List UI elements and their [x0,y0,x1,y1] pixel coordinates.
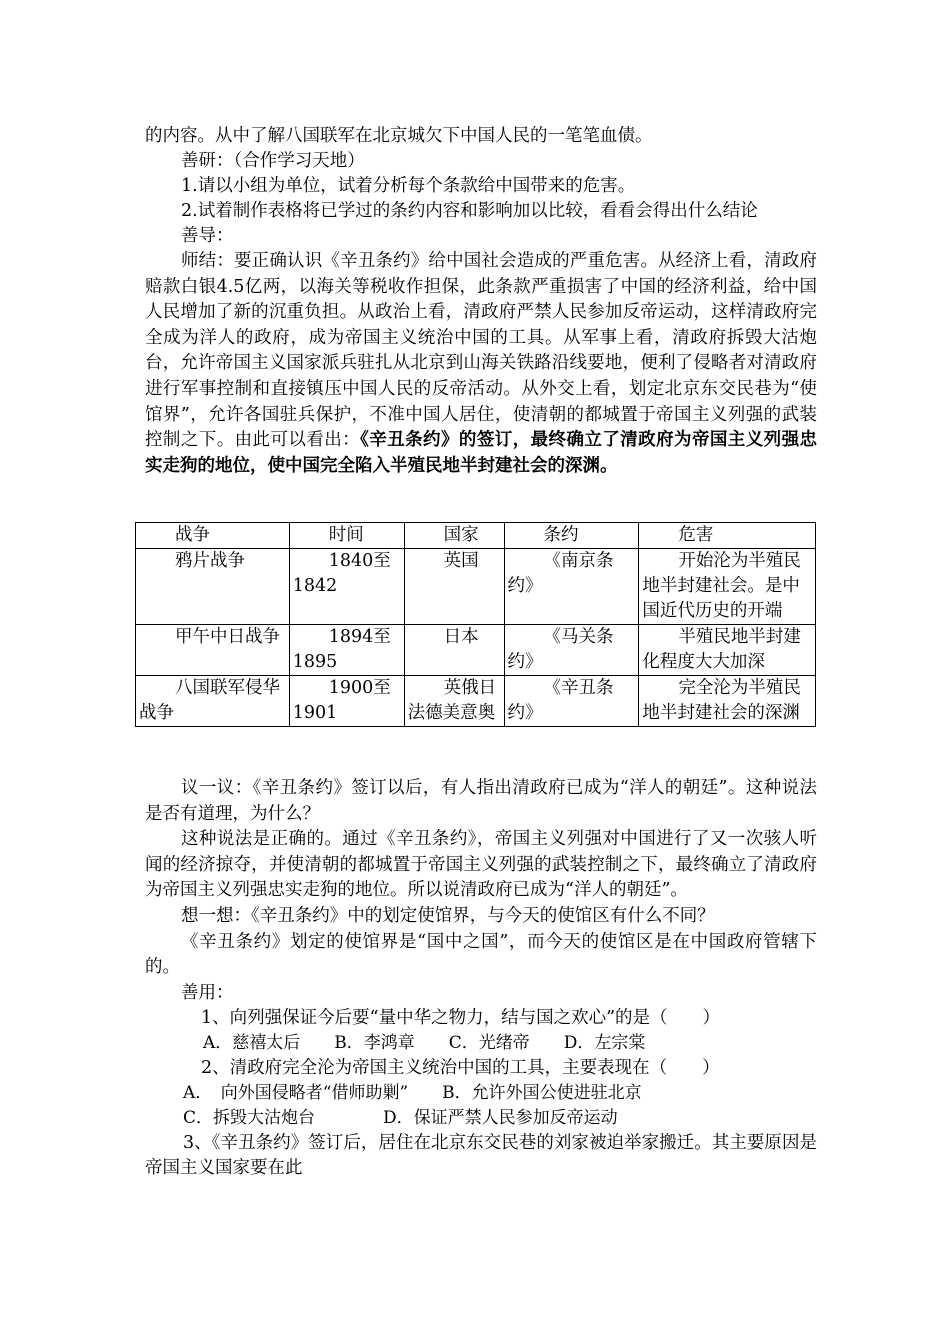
header-treaty: 条约 [504,523,639,549]
summary-paragraph [145,249,817,479]
question-1: 1、向列强保证今后要“量中华之物力，结与国之欢心”的是（ ） [201,1007,721,1028]
header-time: 时间 [289,523,404,549]
cell-country: 日本 [404,625,504,676]
treaty-comparison-table [135,522,816,727]
cell-harm: 半殖民地半封建化程度大大加深 [639,625,816,676]
question-1-options: A．慈禧太后 B．李鸿章 C．光绪帝 D．左宗棠 [203,1032,646,1053]
question-2: 2、清政府完全沦为帝国主义统治中国的工具，主要表现在（ ） [201,1057,720,1078]
task-2: 2.试着制作表格将已学过的条约内容和影响加以比较，看看会得出什么结论 [181,201,758,221]
cell-country: 英俄日法德美意奥 [404,676,504,727]
question-3: 3、《辛丑条约》签订后，居住在北京东交民巷的刘家被迫举家搬迁。其主要原因是帝国主义国家要在此 [145,1132,817,1179]
shanyan-label: 善研：（合作学习天地） [181,151,365,171]
cell-harm: 开始沦为半殖民地半封建社会。是中国近代历史的开端 [639,549,816,625]
cell-treaty: 《马关条约》 [504,625,639,676]
header-country: 国家 [404,523,504,549]
question-2-options-ab: A． 向外国侵略者“借师助剿” B．允许外国公使进驻北京 [183,1082,642,1103]
shanyong-label: 善用： [181,982,234,1003]
table-row [136,549,816,625]
table-header-row [136,523,816,549]
cell-country: 英国 [404,549,504,625]
exercise-section [145,776,817,1182]
think-question: 想一想：《辛丑条约》中的划定使馆界，与今天的使馆区有什么不同？ [181,905,715,926]
cell-time: 1900至1901 [289,676,404,727]
cell-treaty: 《南京条约》 [504,549,639,625]
question-2-options-cd: C．拆毁大沽炮台 D．保证严禁人民参加反帝运动 [183,1107,618,1128]
cell-war: 鸦片战争 [136,549,290,625]
think-answer: 《辛丑条约》划定的使馆界是“国中之国”，而今天的使馆区是在中国政府管辖下的。 [145,931,817,978]
summary-conclusion: 《辛丑条约》的签订，最终确立了清政府为帝国主义列强忠实走狗的地位，使中国完全陷入半殖民地半封建社会的深渊。 [145,430,817,476]
intro-line: 的内容。从中了解八国联军在北京城欠下中国人民的一笔笔血债。 [145,126,653,146]
cell-time: 1894至1895 [289,625,404,676]
shandao-label: 善导： [181,226,234,246]
document-body [145,124,817,479]
table-row [136,676,816,727]
header-war: 战争 [136,523,290,549]
cell-time: 1840至1842 [289,549,404,625]
cell-harm: 完全沦为半殖民地半封建社会的深渊 [639,676,816,727]
summary-text: 师结：要正确认识《辛丑条约》给中国社会造成的严重危害。从经济上看，清政府赔款白银4.5亿两，以海关等税收作担保，此条款严重损害了中国的经济利益，给中国人民增加了新的沉重负担。从政治上看，清政府严禁人民参加反帝运动，这样清政府完全成为洋人的政府，成为帝国主义统治中国的工具。从军事上看，清政府拆毁大沽炮台，允许帝国主义国家派兵驻扎从北京到山海关铁路沿线要地，便利了侵略者对清政府进行军事控制和直接镇压中国人民的反帝活动。从外交上看，划定北京东交民巷为“使馆界”，允许各国驻兵保护，不准中国人居住，使清朝的都城置于帝国主义列强的武装控制之下。由此可以看出： [145,251,817,451]
cell-war: 八国联军侵华战争 [136,676,290,727]
cell-war: 甲午中日战争 [136,625,290,676]
discuss-answer: 这种说法是正确的。通过《辛丑条约》，帝国主义列强对中国进行了又一次骇人听闻的经济掠夺，并使清朝的都城置于帝国主义列强的武装控制之下，最终确立了清政府为帝国主义列强忠实走狗的地位。所以说清政府已成为“洋人的朝廷”。 [145,829,817,901]
header-harm: 危害 [639,523,816,549]
task-1: 1.请以小组为单位，试着分析每个条款给中国带来的危害。 [181,176,636,196]
discuss-question: 议一议：《辛丑条约》签订以后，有人指出清政府已成为“洋人的朝廷”。这种说法是否有道理，为什么？ [145,778,817,824]
cell-treaty: 《辛丑条约》 [504,676,639,727]
table-row [136,625,816,676]
